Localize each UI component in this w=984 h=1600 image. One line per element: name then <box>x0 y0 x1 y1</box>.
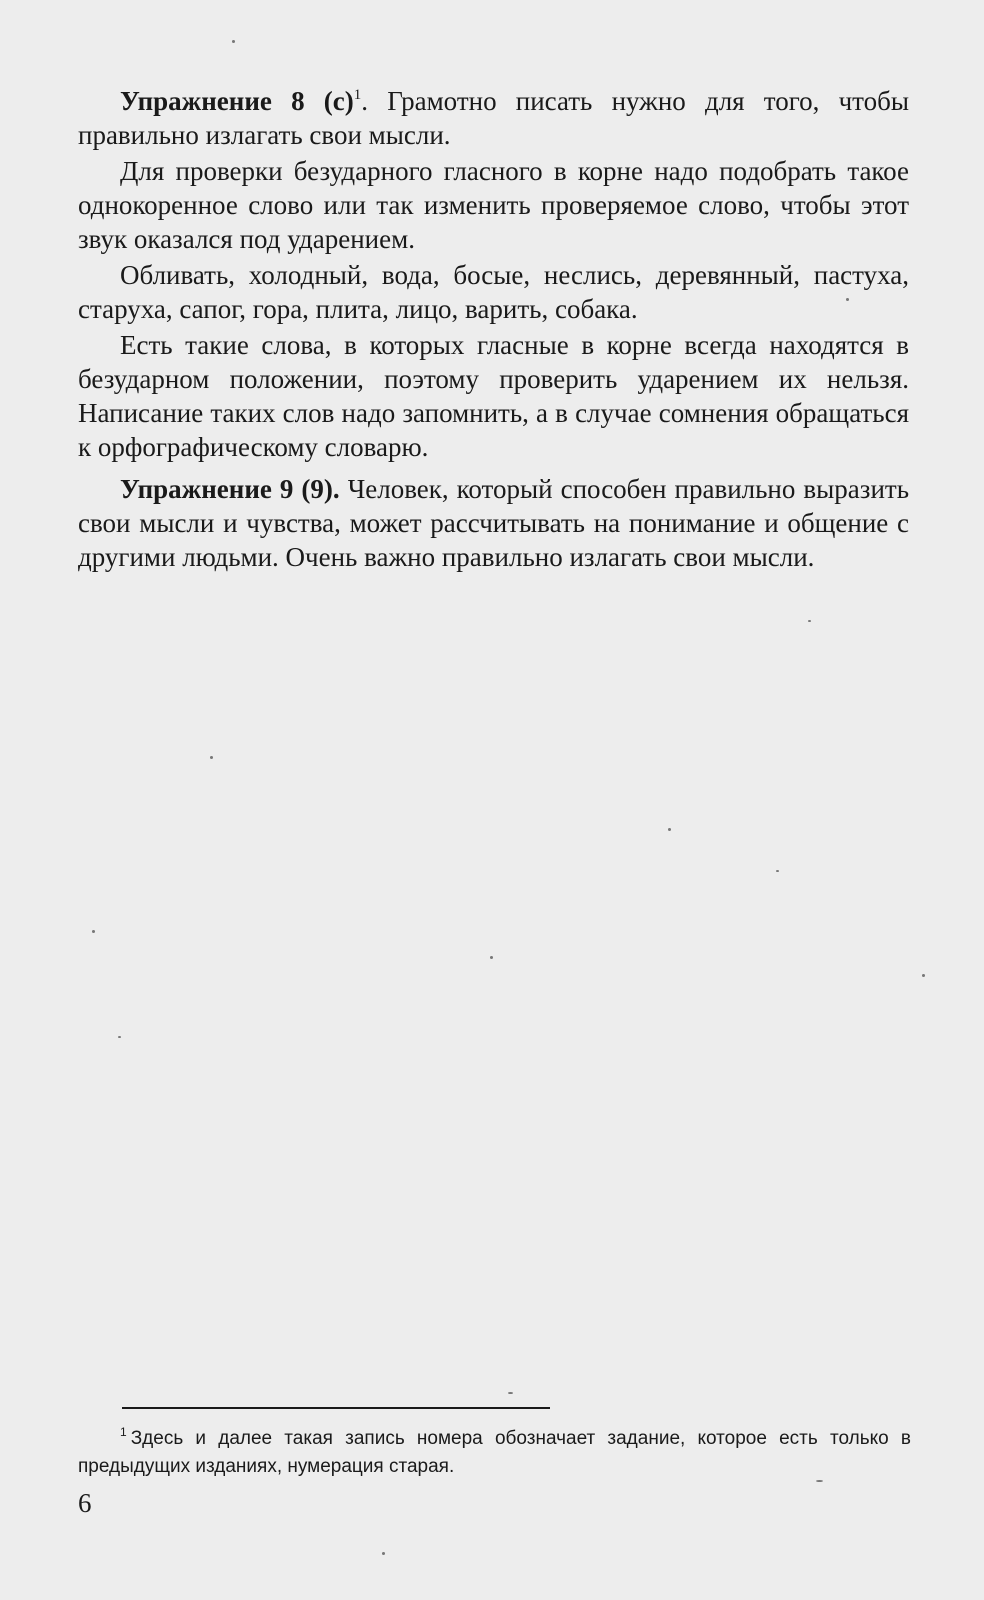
main-text <box>78 84 909 576</box>
scan-speck <box>922 974 925 977</box>
exercise-9-paragraph <box>78 472 909 574</box>
exercise-8-text: . Грамотно писать нужно для того, чтобы правильно излагать свои мысли. <box>78 86 909 150</box>
word-list-paragraph: Обливать, холодный, вода, босые, неслись, деревянный, пастуха, старуха, сапог, гора, плита, лицо, варить, собака. <box>78 260 909 324</box>
exercise-8-paragraph <box>78 84 909 152</box>
scan-speck <box>808 620 811 622</box>
footnote <box>78 1425 911 1481</box>
page-number: 6 <box>78 1488 92 1518</box>
footnote-divider <box>122 1407 550 1409</box>
scan-speck <box>382 1552 385 1555</box>
scan-speck <box>232 40 235 43</box>
footnote-marker: 1 <box>120 1425 127 1439</box>
exercise-9-text: Человек, который способен правильно выразить свои мысли и чувства, может рассчитывать на понимание и общение с другими людьми. Очень важно правильно излагать свои мысли. <box>78 474 910 572</box>
paragraph-2: Для проверки безударного гласного в корне надо подобрать такое однокоренное слово или так изменить проверяемое слово, чтобы этот звук оказался под ударением. <box>78 156 909 254</box>
footnote-reference: 1 <box>353 87 362 103</box>
scan-speck <box>668 828 671 831</box>
scan-speck <box>118 1036 121 1038</box>
scan-speck <box>776 870 779 872</box>
footnote-text: Здесь и далее такая запись номера обозначает задание, которое есть только в предыдущих изданиях, нумерация старая. <box>78 1428 911 1477</box>
scan-speck <box>846 298 849 301</box>
scan-speck <box>210 756 213 759</box>
scan-speck <box>508 1392 513 1394</box>
exercise-9-heading: Упражнение 9 (9). <box>120 474 340 504</box>
paragraph-4: Есть такие слова, в которых гласные в корне всегда находятся в безударном положении, поэтому проверить ударением их нельзя. Написание таких слов надо запомнить, а в случае сомнения обращаться к орфографическому словарю. <box>78 330 909 462</box>
scan-speck <box>490 956 493 959</box>
scan-speck <box>816 1480 823 1482</box>
exercise-8-heading: Упражнение 8 (с) <box>120 86 354 116</box>
scan-speck <box>92 930 95 933</box>
